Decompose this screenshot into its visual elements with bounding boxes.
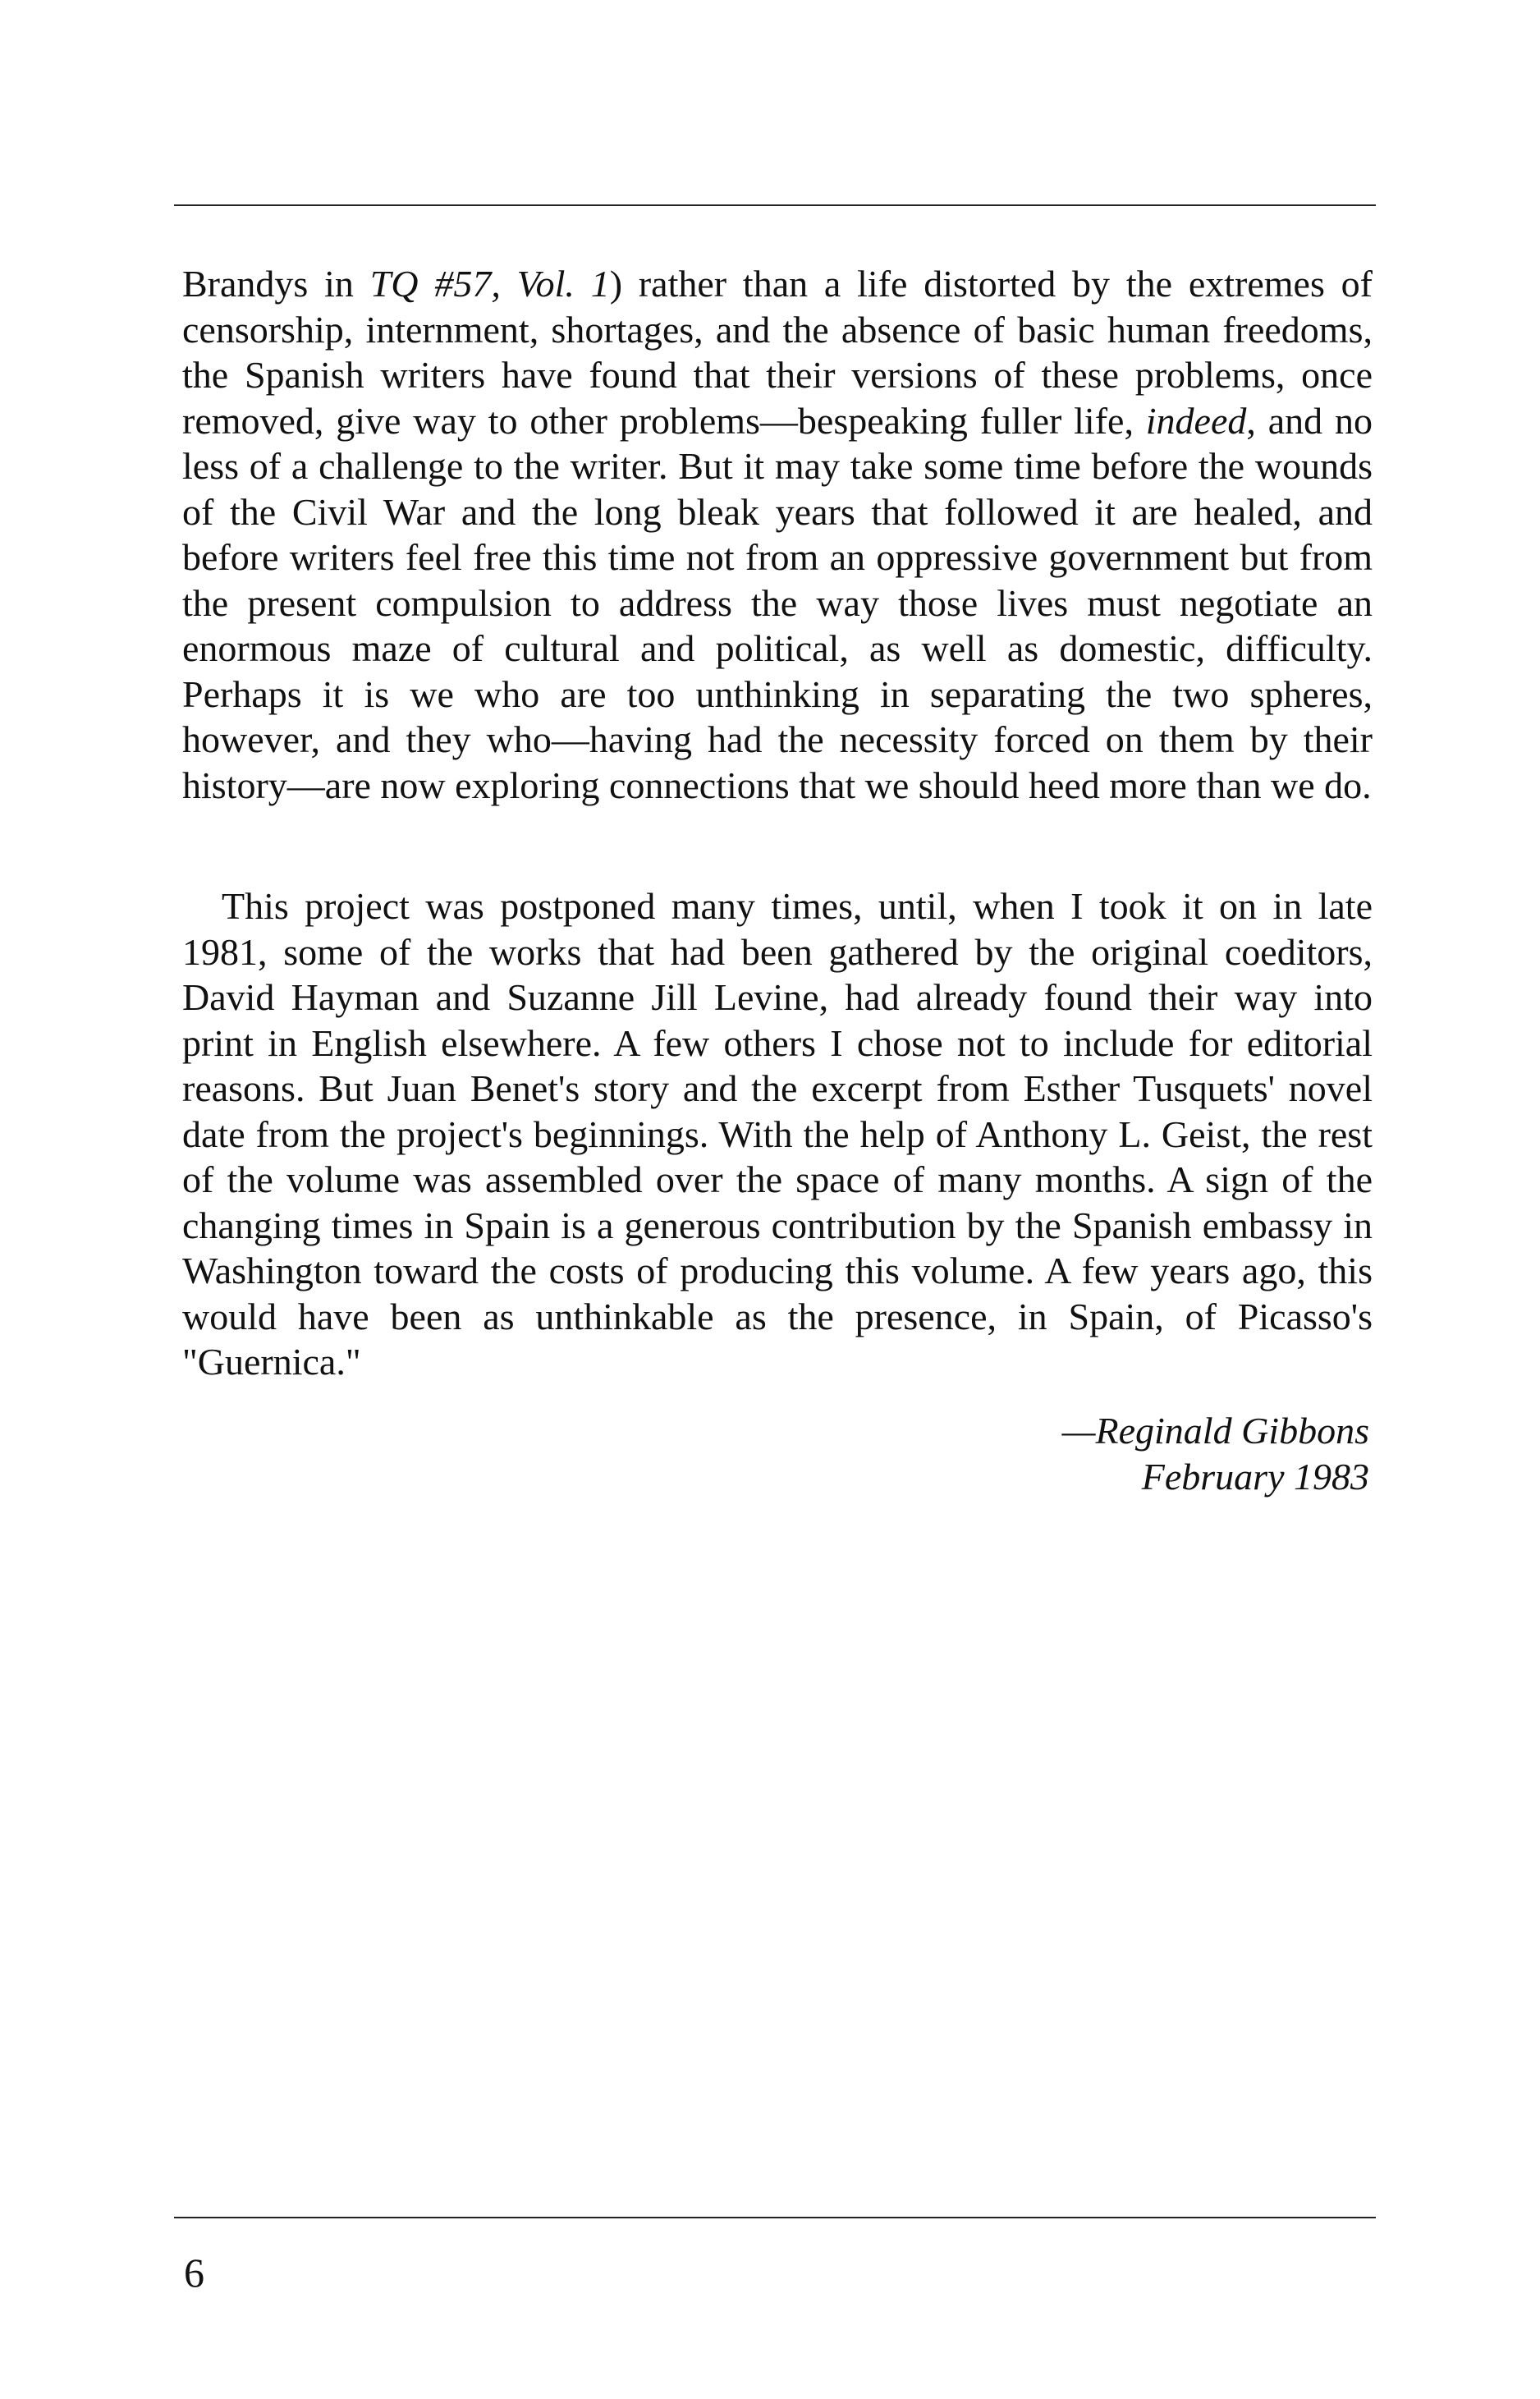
signature-name: —Reginald Gibbons <box>1061 1410 1369 1452</box>
bottom-rule <box>174 2217 1376 2218</box>
paragraph-2-text: This project was postponed many times, until, when I took it on in late 1981, some of the works that had been gathered by the original coeditors, David Hayman and Suzanne Jill Levine, had already found their way into print in English elsewhere. A few others I chose not to include for editorial reasons. But Juan Benet's story and the excerpt from Esther Tusquets' novel date from the project's beginnings. With the help of Anthony L. Geist, the rest of the volume was assembled over the space of many months. A sign of the changing times in Spain is a generous contribution by the Spanish embassy in Washington toward the costs of producing this volume. A few years ago, this would have been as unthinkable as the presence, in Spain, of Picasso's "Guernica." <box>182 885 1373 1383</box>
paragraph-1-text <box>182 261 1373 808</box>
top-rule <box>174 204 1376 206</box>
paragraph-continued <box>182 261 1373 808</box>
emphasis-indeed: indeed <box>1145 399 1247 442</box>
paragraph-1-lead: Brandys in <box>182 263 370 305</box>
paragraph-1-middle: ) rather than a life distorted by the extremes of censorship, internment, shortages, and the absence of basic human freedoms, the Spanish writers have found that their versions of these problems, once removed, give way to other problems—bespeaking fuller life, <box>182 263 1373 442</box>
paragraph-project-history <box>182 883 1373 1385</box>
journal-reference: TQ #57, Vol. 1 <box>369 263 610 305</box>
page-number: 6 <box>184 2250 204 2296</box>
signature-block <box>1062 1408 1369 1500</box>
signature-date: February 1983 <box>1141 1456 1369 1498</box>
paragraph-1-end: , and no less of a challenge to the writer. But it may take some time before the wounds of the Civil War and the long bleak years that followed it are healed, and before writers feel free this time not from an oppressive government but from the present compulsion to address the way those lives must negotiate an enormous maze of cultural and political, as well as domestic, difficulty. Perhaps it is we who are too unthinking in separating the two spheres, however, and they who—having had the necessity forced on them by their history—are now exploring connections that we should heed more than we do. <box>182 399 1373 806</box>
